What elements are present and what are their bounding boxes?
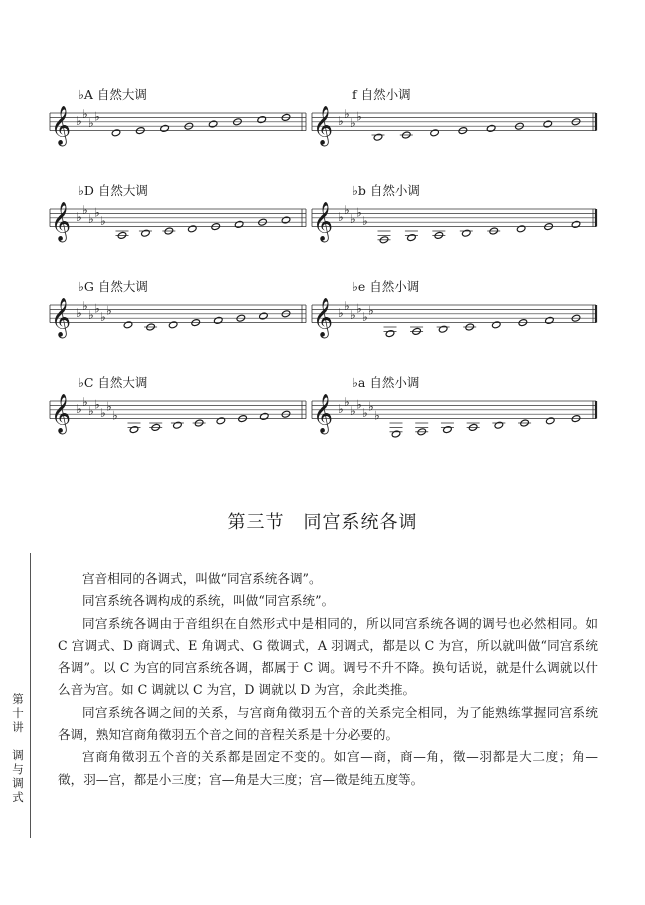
scale-label: ♭a 自然小调 — [352, 375, 420, 390]
whole-note — [491, 321, 501, 329]
treble-clef-icon: 𝄞 — [313, 105, 334, 146]
scale-label: ♭D 自然大调 — [78, 183, 148, 198]
treble-clef-icon: 𝄞 — [313, 297, 334, 338]
flat-sign-icon: ♭ — [350, 116, 356, 130]
whole-note — [168, 321, 178, 329]
scale-label: ♭e 自然小调 — [352, 279, 420, 294]
whole-note — [160, 124, 170, 132]
flat-sign-icon: ♭ — [94, 301, 100, 316]
flat-sign-icon: ♭ — [362, 406, 368, 421]
whole-note — [234, 220, 244, 228]
flat-sign-icon: ♭ — [338, 209, 344, 224]
flat-sign-icon: ♭ — [368, 303, 374, 318]
flat-sign-icon: ♭ — [356, 397, 362, 412]
paragraph-4: 同宫系统各调之间的关系，与宫商角徵羽五个音的关系完全相同，为了能熟练掌握同宫系统各调，熟知宫商角徵羽五个音之间的音程关系是十分必要的。 — [58, 704, 598, 743]
whole-note — [141, 229, 151, 237]
flat-sign-icon: ♭ — [76, 401, 82, 416]
flat-sign-icon: ♭ — [82, 203, 88, 218]
whole-note — [259, 312, 269, 320]
flat-sign-icon: ♭ — [356, 205, 362, 220]
flat-sign-icon: ♭ — [94, 205, 100, 220]
whole-note — [516, 225, 526, 233]
scale-label: ♭G 自然大调 — [78, 279, 148, 294]
flat-sign-icon: ♭ — [82, 299, 88, 314]
whole-note — [461, 229, 471, 237]
section-title: 第三节 同宫系统各调 — [227, 512, 418, 533]
flat-sign-icon: ♭ — [374, 408, 380, 423]
flat-sign-icon: ♭ — [100, 214, 106, 229]
scale-label: ♭b 自然小调 — [352, 183, 420, 198]
flat-sign-icon: ♭ — [350, 404, 356, 418]
flat-sign-icon: ♭ — [76, 305, 82, 320]
flat-sign-icon: ♭ — [350, 212, 356, 226]
whole-note — [187, 225, 197, 233]
flat-sign-icon: ♭ — [356, 301, 362, 316]
whole-note — [430, 129, 440, 137]
whole-note — [373, 133, 383, 141]
whole-note — [543, 120, 553, 128]
whole-note — [259, 412, 269, 420]
whole-note — [385, 330, 395, 338]
whole-note — [494, 421, 504, 429]
treble-clef-icon: 𝄞 — [51, 105, 72, 146]
flat-sign-icon: ♭ — [368, 399, 374, 414]
treble-clef-icon: 𝄞 — [313, 201, 334, 242]
flat-sign-icon: ♭ — [362, 310, 368, 325]
flat-sign-icon: ♭ — [94, 397, 100, 412]
whole-note — [216, 417, 226, 425]
whole-note — [545, 316, 555, 324]
paragraph-5: 宫商角徵羽五个音的关系都是固定不变的。如宫—商，商—角，徵—羽都是大二度；角—徵，羽—宫，都是小三度；宫—角是大三度；宫—徵是纯五度等。 — [58, 749, 598, 787]
treble-clef-icon: 𝄞 — [51, 297, 72, 338]
flat-sign-icon: ♭ — [362, 214, 368, 229]
flat-sign-icon: ♭ — [344, 203, 350, 218]
flat-sign-icon: ♭ — [88, 404, 94, 418]
paragraph-1: 宫音相同的各调式，叫做“同宫系统各调”。 — [82, 571, 322, 586]
flat-sign-icon: ♭ — [106, 399, 112, 414]
flat-sign-icon: ♭ — [100, 406, 106, 421]
side-chapter-label: 第 十 讲 调 与 调 式 — [12, 692, 24, 804]
flat-sign-icon: ♭ — [338, 305, 344, 320]
whole-note — [257, 116, 267, 124]
flat-sign-icon: ♭ — [88, 116, 94, 130]
whole-note — [208, 120, 218, 128]
whole-note — [438, 325, 448, 333]
flat-sign-icon: ♭ — [88, 308, 94, 322]
treble-clef-icon: 𝄞 — [313, 393, 334, 434]
flat-sign-icon: ♭ — [82, 107, 88, 122]
flat-sign-icon: ♭ — [76, 209, 82, 224]
flat-sign-icon: ♭ — [76, 113, 82, 128]
scale-label: f 自然小调 — [352, 87, 411, 102]
flat-sign-icon: ♭ — [106, 303, 112, 318]
flat-sign-icon: ♭ — [344, 299, 350, 314]
flat-sign-icon: ♭ — [344, 395, 350, 410]
flat-sign-icon: ♭ — [88, 212, 94, 226]
flat-sign-icon: ♭ — [94, 109, 100, 124]
paragraph-3: 同宫系统各调由于音组织在自然形式中是相同的，所以同宫系统各调的调号也必然相同。如 C 宫调式、D 商调式、E 角调式、G 徵调式，A 羽调式，都是以 C 为宫，所以就叫做“同宫系统各调”。以 C 为宫的同宫系统各调，都属于 C 调。调号不升不降。换句话说，就是什么调就以什么音为宫。如 C 调就以 C 为宫，D 调就以 D 为宫，余此类推。 — [58, 615, 598, 698]
body-text — [58, 568, 598, 791]
whole-note — [213, 316, 223, 324]
flat-sign-icon: ♭ — [338, 401, 344, 416]
flat-sign-icon: ♭ — [338, 113, 344, 128]
whole-note — [111, 129, 121, 137]
whole-note — [129, 426, 139, 434]
side-rule — [30, 553, 31, 838]
flat-sign-icon: ♭ — [82, 395, 88, 410]
whole-note — [407, 234, 417, 242]
whole-note — [545, 417, 555, 425]
flat-sign-icon: ♭ — [356, 109, 362, 124]
flat-sign-icon: ♭ — [112, 408, 118, 423]
treble-clef-icon: 𝄞 — [51, 201, 72, 242]
scale-label: ♭C 自然大调 — [78, 375, 148, 390]
flat-sign-icon: ♭ — [350, 308, 356, 322]
whole-note — [486, 124, 496, 132]
whole-note — [443, 426, 453, 434]
scale-label: ♭A 自然大调 — [78, 87, 147, 102]
flat-sign-icon: ♭ — [344, 107, 350, 122]
whole-note — [571, 220, 581, 228]
paragraph-2: 同宫系统各调构成的系统，叫做“同宫系统”。 — [82, 593, 335, 609]
treble-clef-icon: 𝄞 — [51, 393, 72, 434]
whole-note — [173, 421, 183, 429]
flat-sign-icon: ♭ — [100, 310, 106, 325]
whole-note — [123, 321, 133, 329]
whole-note — [281, 216, 291, 224]
whole-note — [391, 430, 401, 438]
